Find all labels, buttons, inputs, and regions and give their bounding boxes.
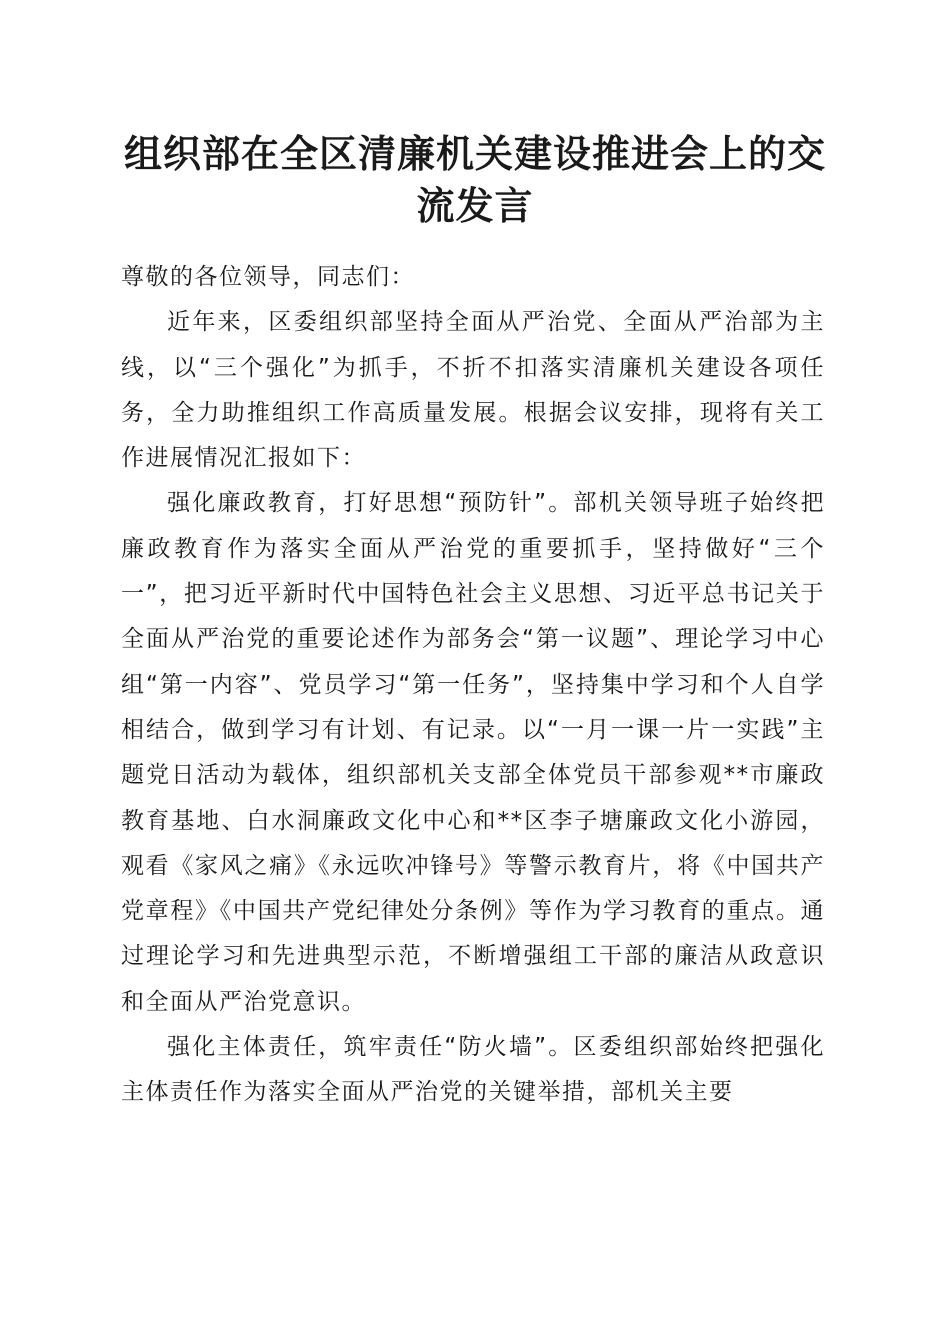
- paragraph-responsibility: 强化主体责任，筑牢责任“防火墙”。区委组织部始终把强化主体责任作为落实全面从严治党的关键举措，部机关主要: [121, 1034, 825, 1106]
- document-title: 组织部在全区清廉机关建设推进会上的交流发言: [123, 131, 826, 228]
- paragraph-education: 强化廉政教育，打好思想“预防针”。部机关领导班子始终把廉政教育作为落实全面从严治党的重要抓手，坚持做好“三个一”，把习近平新时代中国特色社会主义思想、习近平总书记关于全面从严治党的重要论述作为部务会“第一议题”、理论学习中心组“第一内容”、党员学习“第一任务”，坚持集中学习和个人自学相结合，做到学习有计划、有记录。以“一月一课一片一实践”主题党日活动为载体，组织部机关支部全体党员干部参观**市廉政教育基地、白水洞廉政文化中心和**区李子塘廉政文化小游园，观看《家风之痛》《永远吹冲锋号》等警示教育片，将《中国共产党章程》《中国共产党纪律处分条例》等作为学习教育的重点。通过理论学习和先进典型示范，不断增强组工干部的廉洁从政意识和全面从严治党意识。: [121, 490, 825, 1015]
- document-body: [121, 255, 825, 1116]
- salutation: 尊敬的各位领导，同志们：: [121, 264, 415, 290]
- paragraph-intro: 近年来，区委组织部坚持全面从严治党、全面从严治部为主线，以“三个强化”为抓手，不折不扣落实清廉机关建设各项任务，全力助推组织工作高质量发展。根据会议安排，现将有关工作进展情况汇报如下：: [121, 309, 825, 472]
